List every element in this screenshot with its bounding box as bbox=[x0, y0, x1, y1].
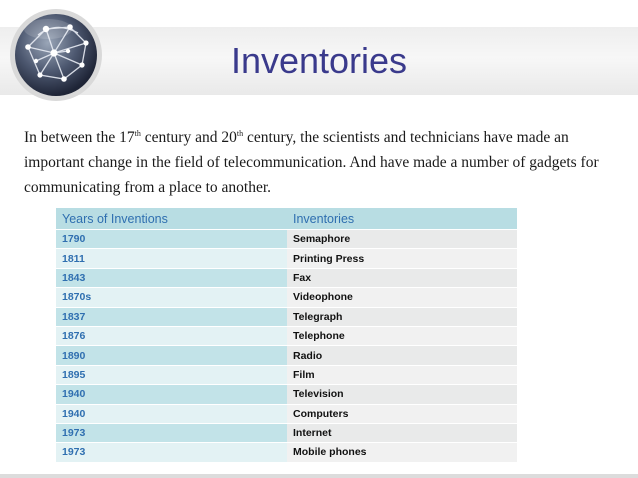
year-cell: 1940 bbox=[56, 404, 287, 423]
table-row bbox=[56, 326, 517, 345]
invention-cell: Mobile phones bbox=[287, 442, 517, 461]
column-header-years: Years of Inventions bbox=[56, 208, 287, 229]
bottom-divider bbox=[0, 474, 638, 478]
table-row bbox=[56, 442, 517, 461]
inventions-table bbox=[56, 208, 517, 462]
year-cell: 1895 bbox=[56, 365, 287, 384]
table-row bbox=[56, 287, 517, 306]
intro-text-3: century, the scientists and technicians have made an important change in the field of telecommunication. And have made a number of gadgets for communicating from a place to another. bbox=[24, 129, 599, 196]
table-row bbox=[56, 423, 517, 442]
year-cell: 1940 bbox=[56, 384, 287, 403]
invention-cell: Fax bbox=[287, 268, 517, 287]
table-row bbox=[56, 365, 517, 384]
intro-text-2: century and 20 bbox=[140, 129, 237, 146]
table-row bbox=[56, 268, 517, 287]
table-header-row bbox=[56, 208, 517, 229]
invention-cell: Semaphore bbox=[287, 229, 517, 248]
year-cell: 1870s bbox=[56, 287, 287, 306]
intro-paragraph bbox=[24, 125, 624, 200]
year-cell: 1890 bbox=[56, 345, 287, 364]
invention-cell: Television bbox=[287, 384, 517, 403]
invention-cell: Internet bbox=[287, 423, 517, 442]
year-cell: 1973 bbox=[56, 442, 287, 461]
invention-cell: Printing Press bbox=[287, 248, 517, 267]
table-row bbox=[56, 248, 517, 267]
table-row bbox=[56, 384, 517, 403]
invention-cell: Telegraph bbox=[287, 307, 517, 326]
invention-cell: Film bbox=[287, 365, 517, 384]
table-row bbox=[56, 229, 517, 248]
invention-cell: Videophone bbox=[287, 287, 517, 306]
year-cell: 1790 bbox=[56, 229, 287, 248]
invention-cell: Computers bbox=[287, 404, 517, 423]
intro-sup-2: th bbox=[236, 129, 244, 138]
year-cell: 1811 bbox=[56, 248, 287, 267]
intro-text-1: In between the 17 bbox=[24, 129, 135, 146]
table-row bbox=[56, 345, 517, 364]
year-cell: 1837 bbox=[56, 307, 287, 326]
year-cell: 1973 bbox=[56, 423, 287, 442]
invention-cell: Radio bbox=[287, 345, 517, 364]
year-cell: 1876 bbox=[56, 326, 287, 345]
page-title: Inventories bbox=[230, 40, 408, 81]
table-row bbox=[56, 404, 517, 423]
year-cell: 1843 bbox=[56, 268, 287, 287]
table-row bbox=[56, 307, 517, 326]
invention-cell: Telephone bbox=[287, 326, 517, 345]
column-header-inventories: Inventories bbox=[287, 208, 517, 229]
intro-sup-1: th bbox=[134, 129, 141, 138]
